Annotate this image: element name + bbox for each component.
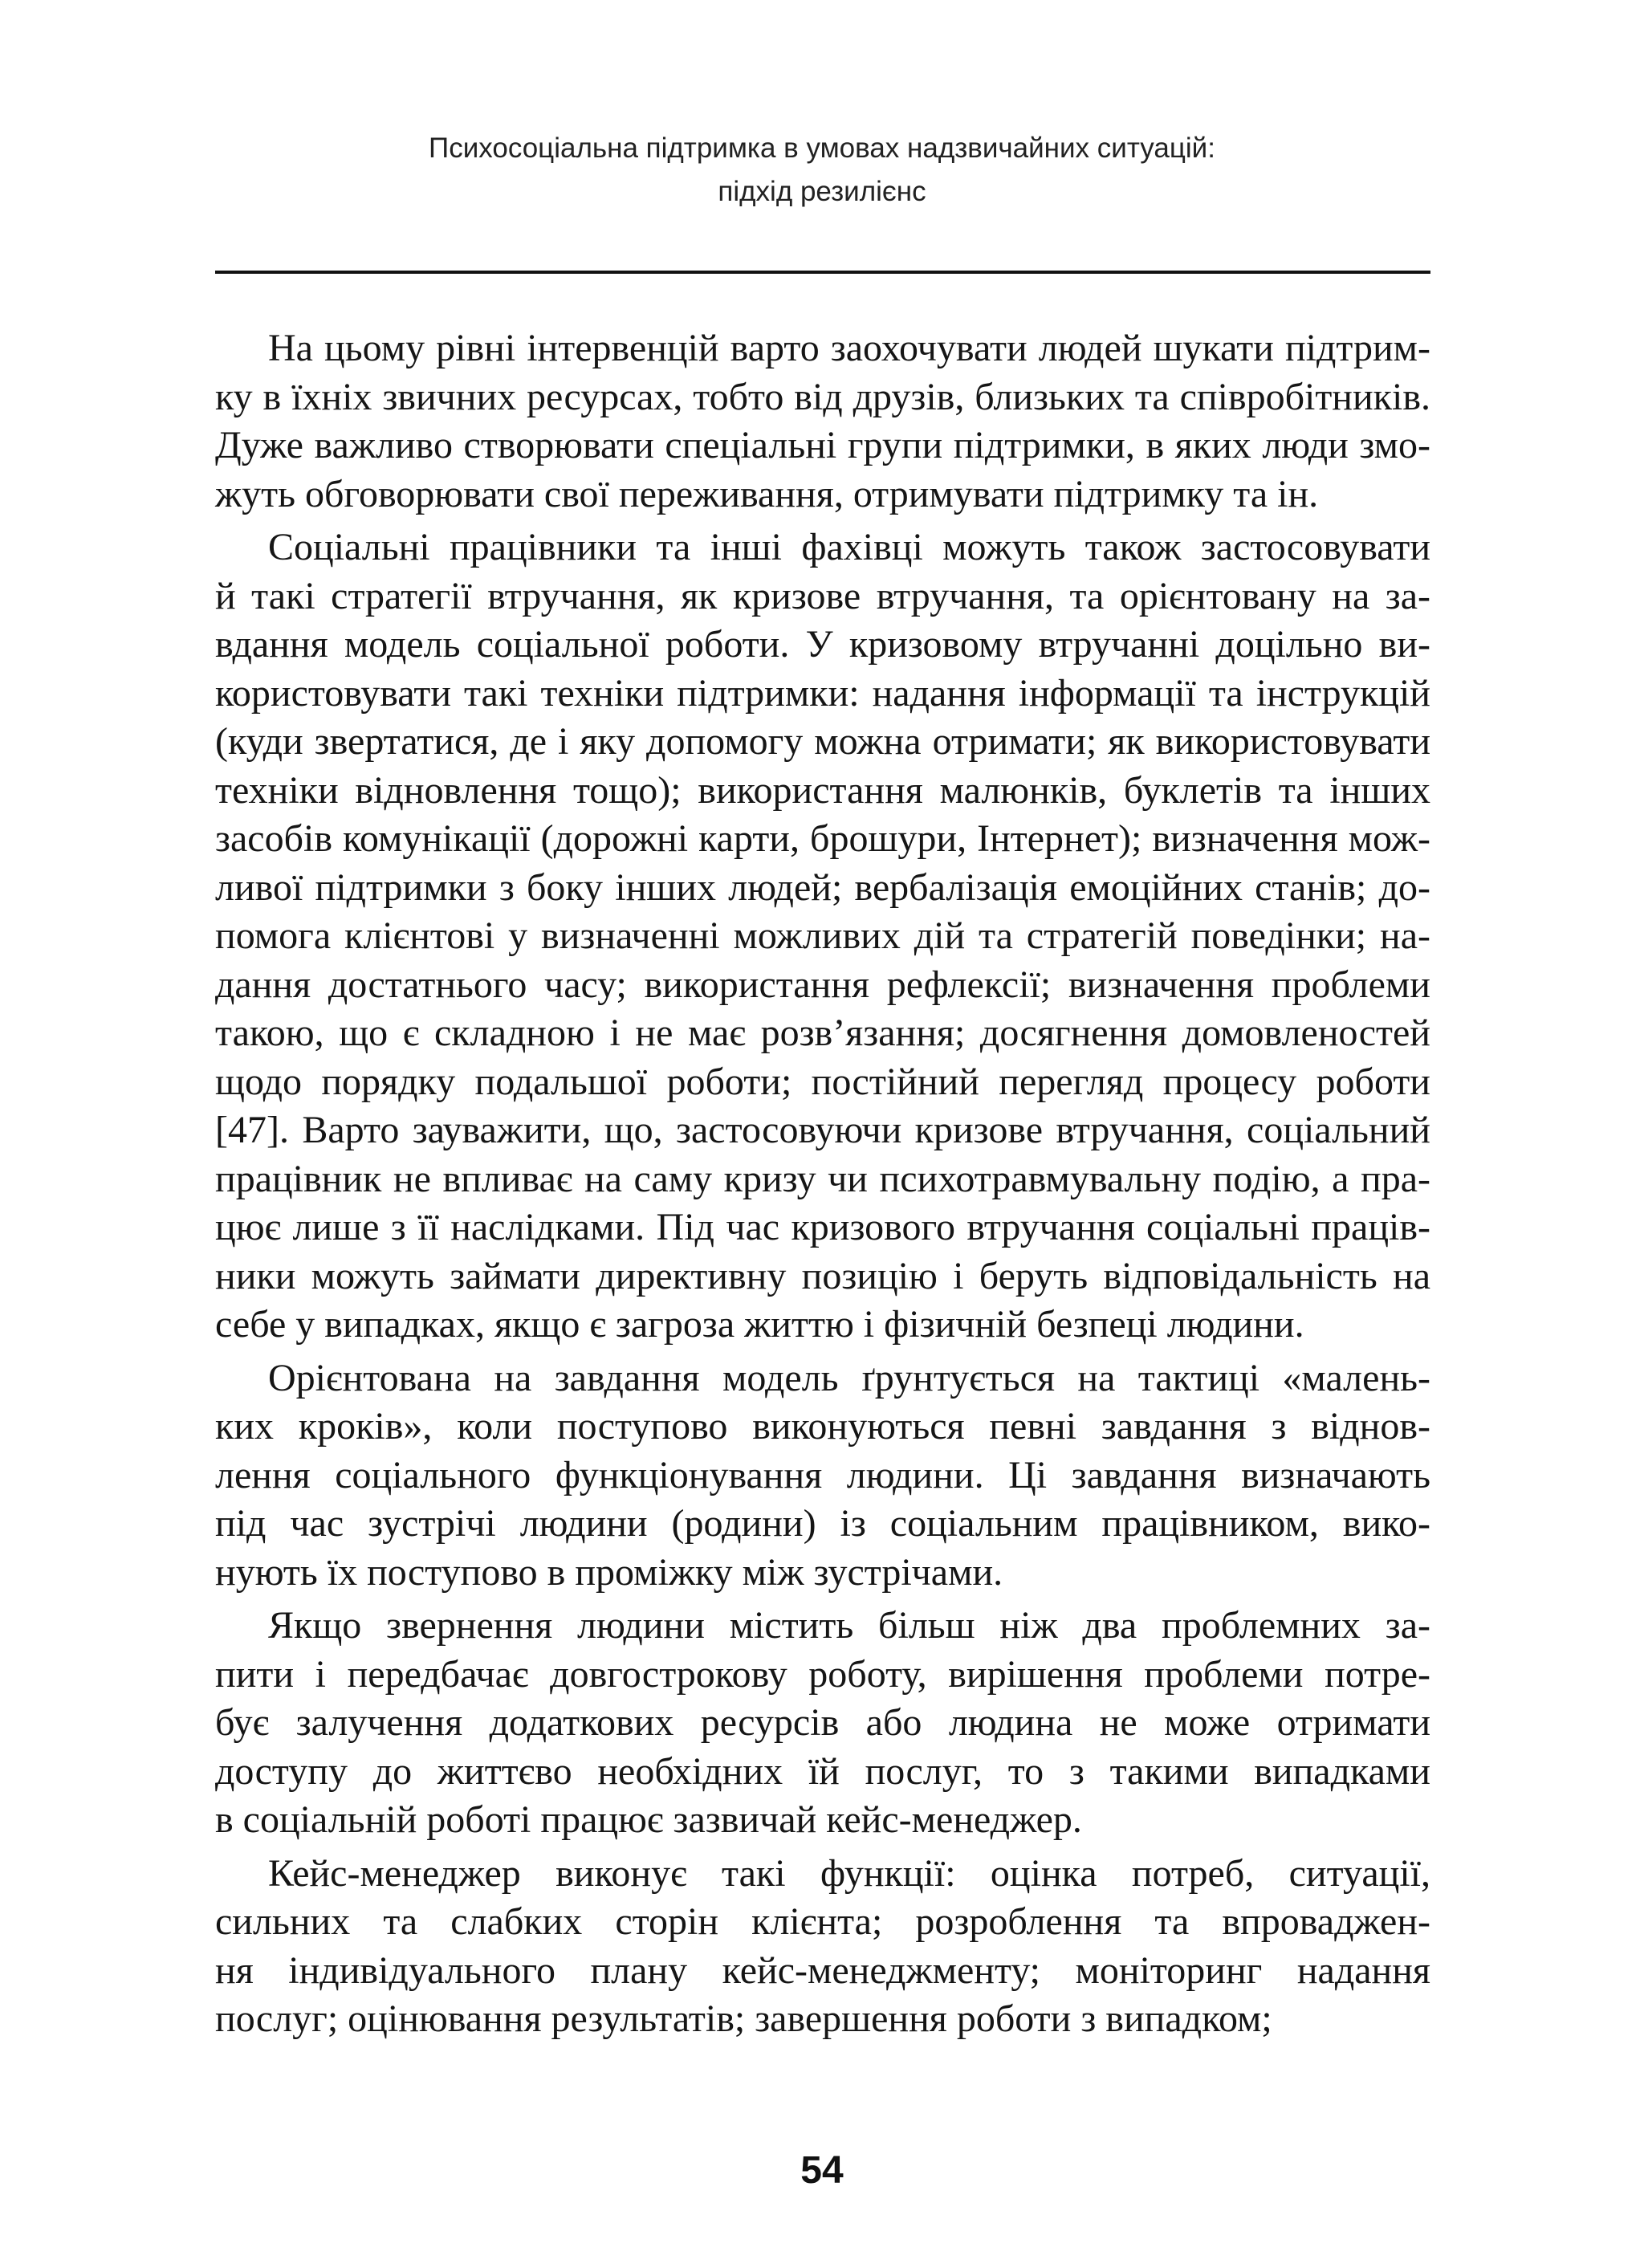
text-line: пити і передбачає довгострокову роботу, вирішення проблеми потре-	[215, 1652, 1430, 1696]
header-divider	[215, 271, 1430, 274]
text-line: себе у випадках, якщо є загроза життю і фізичній безпеці людини.	[215, 1303, 1304, 1346]
text-line: працівник не впливає на саму кризу чи психотравмувальну подію, а пра-	[215, 1157, 1430, 1200]
text-line: Орієнтована на завдання модель ґрунтується на тактиці «малень-	[268, 1356, 1430, 1399]
text-line: бує залучення додаткових ресурсів або людина не може отримати	[215, 1701, 1430, 1744]
text-line: під час зустрічі людини (родини) із соціальним працівником, вико-	[215, 1502, 1430, 1545]
running-header-line-2: підхід резилієнс	[718, 176, 926, 207]
text-line: Соціальні працівники та інші фахівці можуть також застосовувати	[268, 526, 1430, 568]
paragraph	[215, 1602, 1430, 1845]
text-line: [47]. Варто зауважити, що, застосовуючи кризове втручання, соціальний	[215, 1109, 1430, 1151]
running-header	[0, 127, 1644, 214]
text-line: щодо порядку подальшої роботи; постійний перегляд процесу роботи	[215, 1060, 1430, 1103]
text-line: техніки відновлення тощо); використання малюнків, буклетів та інших	[215, 768, 1430, 812]
text-line: ня індивідуального плану кейс-менеджменту; моніторинг надання	[215, 1948, 1430, 1992]
text-line: Кейс-менеджер виконує такі функції: оцінка потреб, ситуації,	[268, 1851, 1430, 1895]
paragraph	[215, 523, 1430, 1350]
paragraph	[215, 1354, 1430, 1598]
text-line: доступу до життєво необхідних їй послуг, то з такими випадками	[215, 1749, 1430, 1793]
text-line: користовувати такі техніки підтримки: надання інформації та інструкцій	[215, 671, 1430, 715]
text-line: вдання модель соціальної роботи. У кризовому втручанні доцільно ви-	[215, 623, 1430, 666]
text-line: ких кроків», коли поступово виконуються певні завдання з віднов-	[215, 1405, 1430, 1448]
text-line: Дуже важливо створювати спеціальні групи підтримки, в яких люди змо-	[215, 424, 1430, 466]
paragraph	[215, 1850, 1430, 2044]
page-body	[215, 324, 1430, 2044]
text-line: цює лише з її наслідками. Під час кризового втручання соціальні праців-	[215, 1206, 1430, 1248]
text-line: жуть обговорювати свої переживання, отримувати підтримку та ін.	[215, 472, 1319, 515]
text-line: нують їх поступово в проміжку між зустрічами.	[215, 1550, 1003, 1594]
text-line: ливої підтримки з боку інших людей; вербалізація емоційних станів; до-	[215, 865, 1430, 909]
text-line: помога клієнтові у визначенні можливих дій та стратегій поведінки; на-	[215, 914, 1430, 957]
page-number: 54	[800, 2149, 844, 2192]
text-line: послуг; оцінювання результатів; завершення роботи з випадком;	[215, 1997, 1272, 2040]
paragraph	[215, 324, 1430, 519]
running-header-line-1: Психосоціальна підтримка в умовах надзвичайних ситуацій:	[429, 132, 1215, 164]
text-line: й такі стратегії втручання, як кризове втручання, та орієнтовану на за-	[215, 574, 1430, 617]
text-line: засобів комунікації (дорожні карти, брошури, Інтернет); визначення мож-	[215, 817, 1430, 860]
text-line: ку в їхніх звичних ресурсах, тобто від друзів, близьких та співробітників.	[215, 375, 1430, 418]
text-line: такою, що є складною і не має розв’язання; досягнення домовленостей	[215, 1012, 1430, 1054]
text-line: ники можуть займати директивну позицію і беруть відповідальність на	[215, 1254, 1430, 1297]
text-line: в соціальній роботі працює зазвичай кейс-менеджер.	[215, 1798, 1082, 1841]
text-line: сильних та слабких сторін клієнта; розроблення та впроваджен-	[215, 1900, 1430, 1943]
text-line: На цьому рівні інтервенцій варто заохочувати людей шукати підтрим-	[268, 327, 1430, 369]
text-line: (куди звертатися, де і яку допомогу можна отримати; як використовувати	[215, 720, 1430, 763]
text-line: лення соціального функціонування людини. Ці завдання визначають	[215, 1453, 1430, 1496]
text-line: Якщо звернення людини містить більш ніж два проблемних за-	[268, 1604, 1430, 1647]
text-line: дання достатнього часу; використання рефлексії; визначення проблеми	[215, 963, 1430, 1006]
